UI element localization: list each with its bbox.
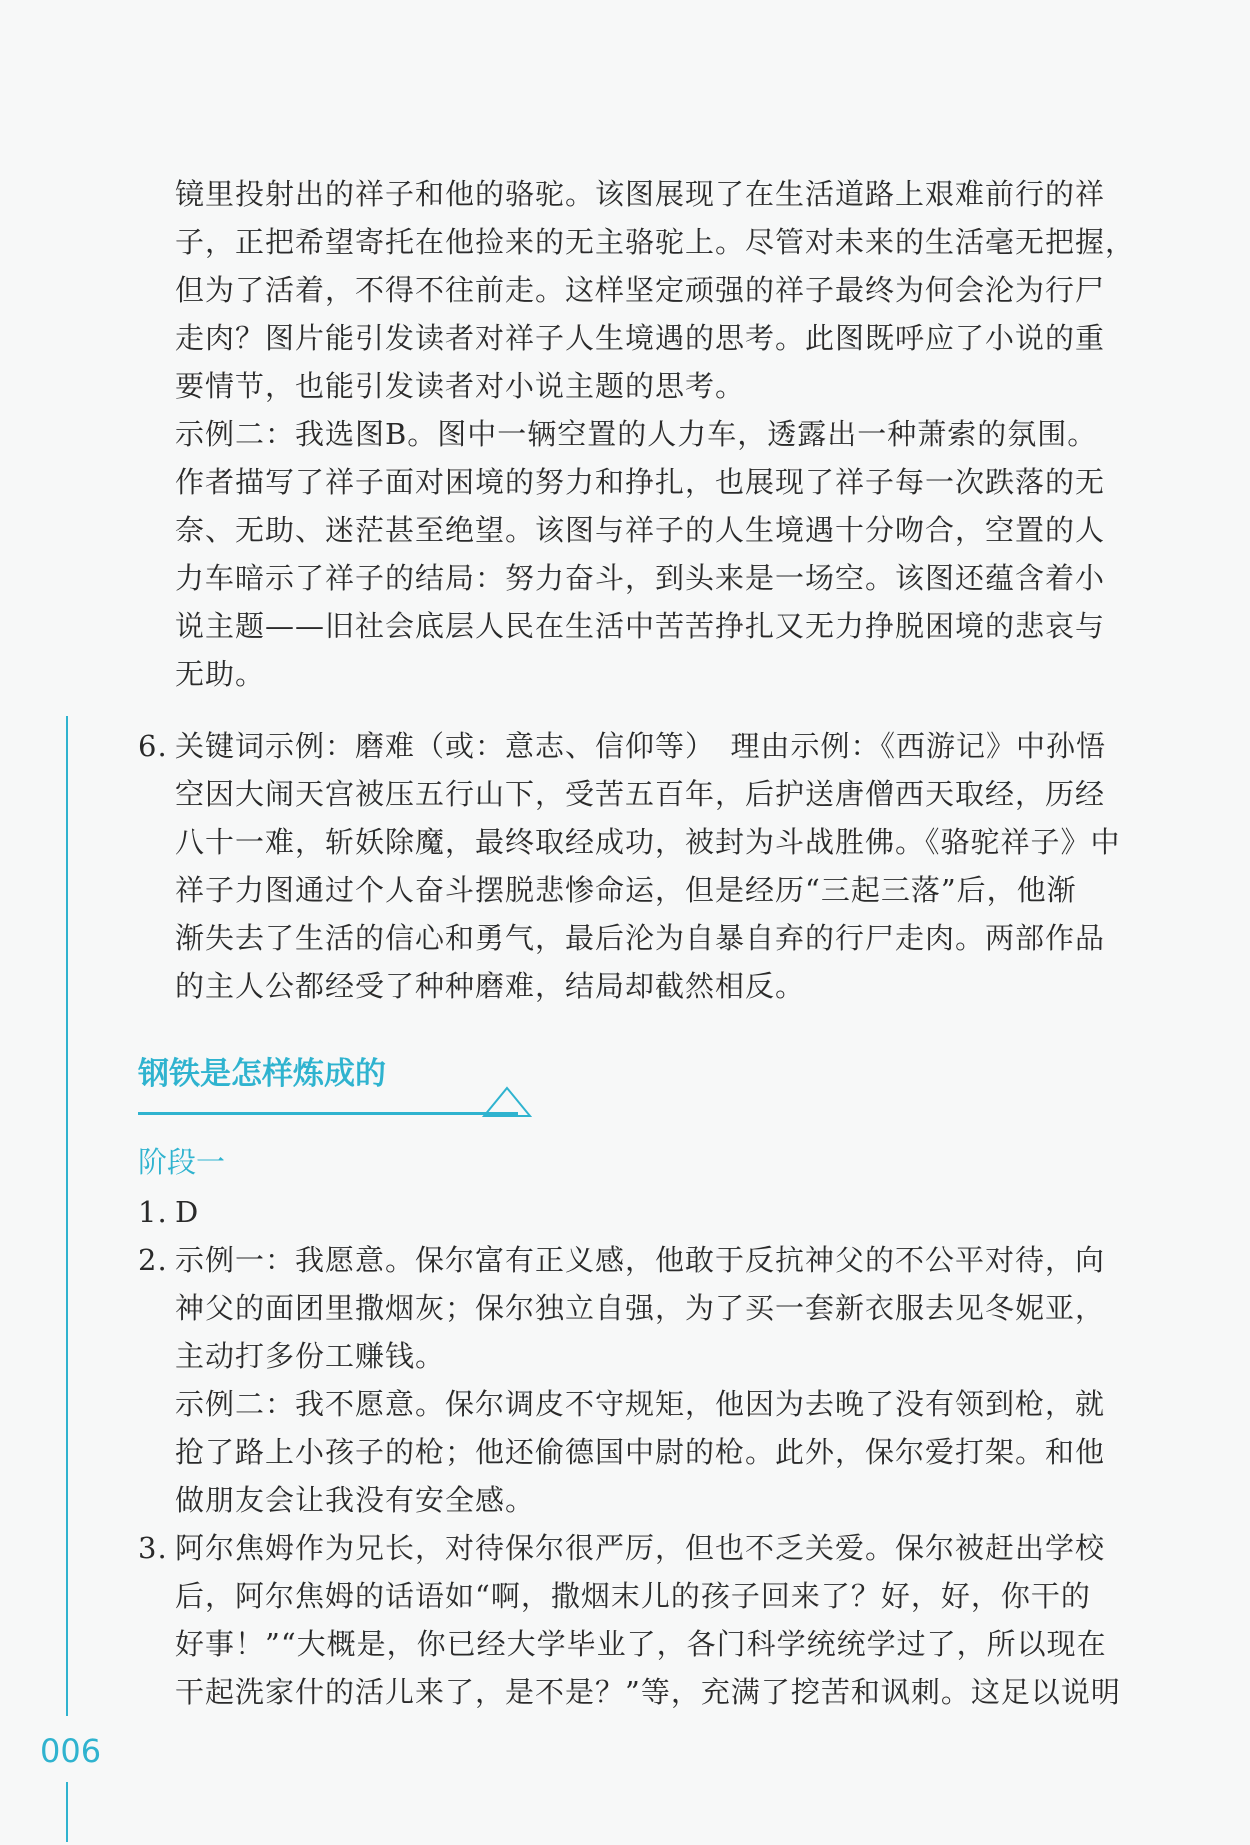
text-line: 干起洗家什的活儿来了，是不是？”等，充满了挖苦和讽刺。这足以说明 [175,1675,1121,1709]
answer-item-2 [138,1236,1138,1524]
text-line: 走肉？图片能引发读者对祥子人生境遇的思考。此图既呼应了小说的重 [175,321,1106,355]
paragraph-answer-example-1 [175,170,1135,410]
text-line: 渐失去了生活的信心和勇气，最后沦为自暴自弃的行尸走肉。两部作品 [175,921,1106,955]
answer-item-1 [138,1188,1138,1236]
triangle-icon [482,1086,532,1118]
text-line: 子，正把希望寄托在他捡来的无主骆驼上。尽管对未来的生活毫无把握， [175,225,1136,259]
text-line: 后，阿尔焦姆的话语如“啊，撒烟末儿的孩子回来了？好，好，你干的 [175,1579,1091,1613]
text-line: 示例二：我选图B。图中一辆空置的人力车，透露出一种萧索的氛围。 [175,417,1098,451]
text-line: 镜里投射出的祥子和他的骆驼。该图展现了在生活道路上艰难前行的祥 [175,177,1106,211]
text-line: 示例二：我不愿意。保尔调皮不守规矩，他因为去晚了没有领到枪，就 [175,1387,1106,1421]
text-line: 说主题——旧社会底层人民在生活中苦苦挣扎又无力挣脱困境的悲哀与 [175,609,1106,643]
text-line: 做朋友会让我没有安全感。 [175,1483,536,1517]
item-text: D [175,1195,200,1229]
text-line: 力车暗示了祥子的结局：努力奋斗，到头来是一场空。该图还蕴含着小 [175,561,1106,595]
text-line: 阿尔焦姆作为兄长，对待保尔很严厉，但也不乏关爱。保尔被赶出学校 [175,1531,1106,1565]
item-number: 1. [138,1195,168,1229]
text-line: 抢了路上小孩子的枪；他还偷德国中尉的枪。此外，保尔爱打架。和他 [175,1435,1106,1469]
text-line: 八十一难，斩妖除魔，最终取经成功，被封为斗战胜佛。《骆驼祥子》中 [175,825,1121,859]
text-line: 奈、无助、迷茫甚至绝望。该图与祥子的人生境遇十分吻合，空置的人 [175,513,1106,547]
item-number: 2. [138,1243,168,1277]
page-number: 006 [40,1732,102,1770]
text-line: 无助。 [175,657,266,691]
margin-rule [66,1782,68,1842]
item-number: 3. [138,1531,168,1565]
text-line: 空因大闹天宫被压五行山下，受苦五百年，后护送唐僧西天取经，历经 [175,777,1106,811]
section-title: 钢铁是怎样炼成的 [138,1056,386,1092]
text-line: 示例一：我愿意。保尔富有正义感，他敢于反抗神父的不公平对待，向 [175,1243,1106,1277]
answer-item-3 [138,1524,1138,1716]
text-line: 祥子力图通过个人奋斗摆脱悲惨命运，但是经历“三起三落”后，他渐 [175,873,1077,907]
paragraph-answer-example-2 [175,410,1135,698]
answer-item-6 [138,722,1138,1010]
text-line: 神父的面团里撒烟灰；保尔独立自强，为了买一套新衣服去见冬妮亚， [175,1291,1106,1325]
text-line: 作者描写了祥子面对困境的努力和挣扎，也展现了祥子每一次跌落的无 [175,465,1106,499]
stage-label: 阶段一 [138,1145,226,1179]
text-line: 主动打多份工赚钱。 [175,1339,446,1373]
text-line: 要情节，也能引发读者对小说主题的思考。 [175,369,746,403]
text-line: 关键词示例：磨难（或：意志、信仰等） 理由示例：《西游记》中孙悟 [175,729,1107,763]
margin-rule [66,716,68,1716]
item-number: 6. [138,729,168,763]
text-line: 的主人公都经受了种种磨难，结局却截然相反。 [175,969,806,1003]
section-title-underline [138,1112,518,1115]
text-line: 好事！”“大概是，你已经大学毕业了，各门科学统统学过了，所以现在 [175,1627,1107,1661]
text-line: 但为了活着，不得不往前走。这样坚定顽强的祥子最终为何会沦为行尸 [175,273,1106,307]
